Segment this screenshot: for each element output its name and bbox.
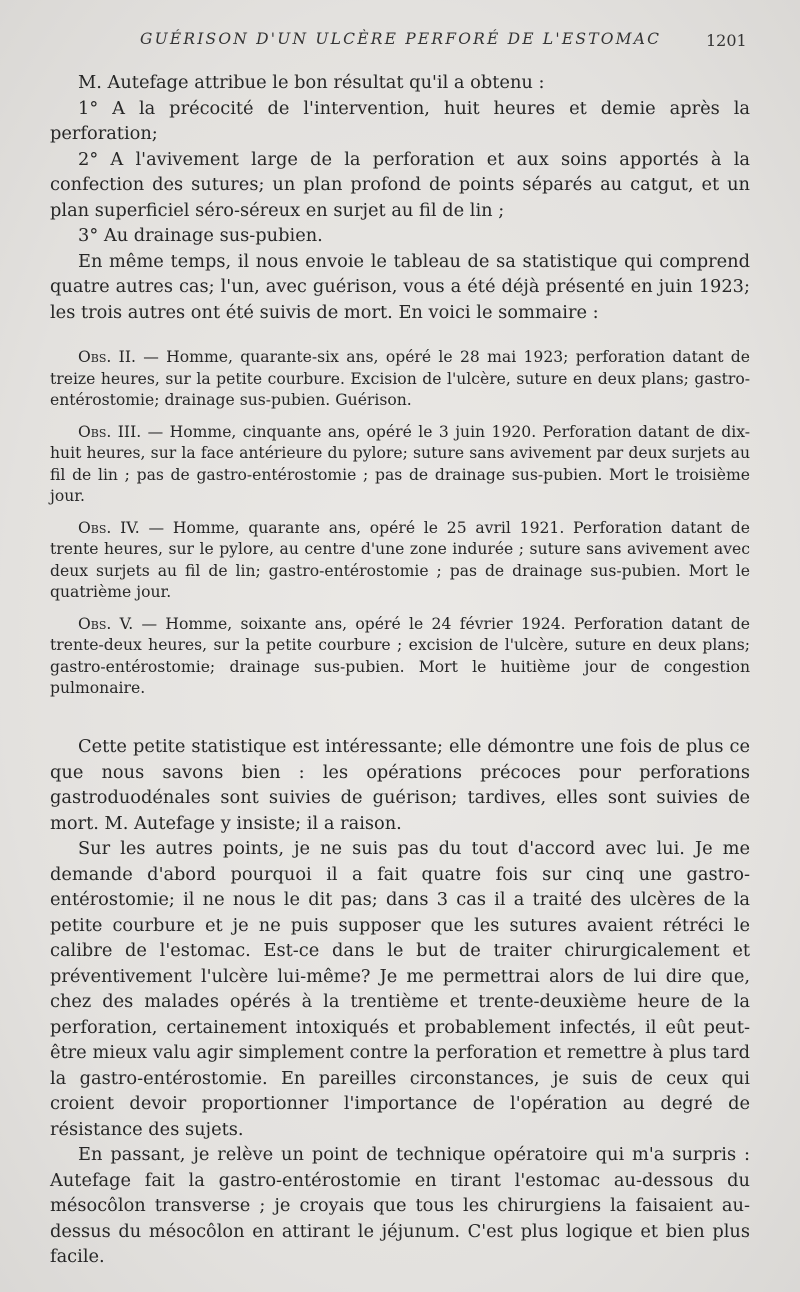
page-number: 1201 xyxy=(706,31,747,50)
discussion-paragraph-1: Cette petite statistique est intéressante; elle démontre une fois de plus ce que nous savons bien : les opérations précoces pour perforations gastroduodénales sont suivies de guérison; tardives, elles sont suivies de mort. M. Autefage y insiste; il a raison. xyxy=(50,736,750,834)
discussion-section xyxy=(50,734,750,1270)
intro-point-2: 2° A l'avivement large de la perforation et aux soins apportés à la confection des sutures; un plan profond de points séparés au catgut, et un plan superficiel séro-séreux en surjet au fil de lin ; xyxy=(50,148,750,221)
observation-text: — Homme, soixante ans, opéré le 24 février 1924. Perforation datant de trente-deux heures, sur la petite courbure ; excision de l'ulcère, suture en deux plans; gastro-entérostomie; drainage sus-pubien. Mort le huitième jour de congestion pulmonaire. xyxy=(50,614,750,697)
observations-section xyxy=(50,347,750,700)
observation-text: — Homme, quarante ans, opéré le 25 avril 1921. Perforation datant de trente heures, sur le pylore, au centre d'une zone indurée ; suture sans avivement avec deux surjets au fil de lin; gastro-entérostomie ; pas de drainage sus-pubien. Mort le quatrième jour. xyxy=(50,518,750,601)
intro-paragraph: M. Autefage attribue le bon résultat qu'il a obtenu : xyxy=(78,72,545,93)
intro-section xyxy=(50,70,750,325)
observation-3 xyxy=(50,422,750,508)
observation-label: Obs. II. xyxy=(78,348,136,366)
observation-4 xyxy=(50,518,750,604)
discussion-paragraph-2: Sur les autres points, je ne suis pas du tout d'accord avec lui. Je me demande d'abord pourquoi il a fait quatre fois sur cinq une gastro-entérostomie; il ne nous le dit pas; dans 3 cas il a traité des ulcères de la petite courbure et je ne puis supposer que les sutures avaient rétréci le calibre de l'estomac. Est-ce dans le but de traiter chirurgicalement et préventivement l'ulcère lui-même? Je me permettrai alors de lui dire que, chez des malades opérés à la trentième et trente-deuxième heure de la perforation, certainement intoxiqués et probablement infectés, il eût peut-être mieux valu agir simplement contre la perforation et remettre à plus tard la gastro-entérostomie. En pareilles circonstances, je suis de ceux qui croient devoir proportionner l'importance de l'opération au degré de résistance des sujets. xyxy=(50,838,750,1140)
observation-label: Obs. V. xyxy=(78,614,134,633)
discussion-paragraph-3: En passant, je relève un point de technique opératoire qui m'a surpris : Autefage fait la gastro-entérostomie en tirant l'estomac au-dessous du mésocôlon transverse ; je croyais que tous les chirurgiens la faisaient au-dessus du mésocôlon en attirant le jéjunum. C'est plus logique et bien plus facile. xyxy=(50,1144,750,1267)
intro-statistics-paragraph: En même temps, il nous envoie le tableau de sa statistique qui comprend quatre autres cas; l'un, avec guérison, vous a été déjà présenté en juin 1923; les trois autres ont été suivis de mort. En voici le sommaire : xyxy=(50,250,750,323)
intro-point-1: 1° A la précocité de l'intervention, huit heures et demie après la perforation; xyxy=(50,97,750,144)
observation-label: Obs. III. xyxy=(78,422,142,441)
observation-text: — Homme, quarante-six ans, opéré le 28 mai 1923; perforation datant de treize heures, sur la petite courbure. Excision de l'ulcère, suture en deux plans; gastro-entérostomie; drainage sus-pubien. Guérison. xyxy=(50,348,750,409)
observation-label: Obs. IV. xyxy=(78,518,140,537)
running-header: GUÉRISON D'UN ULCÈRE PERFORÉ DE L'ESTOMAC xyxy=(140,30,662,48)
observation-text: — Homme, cinquante ans, opéré le 3 juin 1920. Perforation datant de dix-huit heures, sur la face antérieure du pylore; suture sans avivement par deux surjets au fil de lin ; pas de gastro-entérostomie ; pas de drainage sus-pubien. Mort le troisième jour. xyxy=(50,422,750,505)
intro-point-3: 3° Au drainage sus-pubien. xyxy=(78,225,323,246)
observation-5 xyxy=(50,614,750,700)
observation-2 xyxy=(50,347,750,412)
